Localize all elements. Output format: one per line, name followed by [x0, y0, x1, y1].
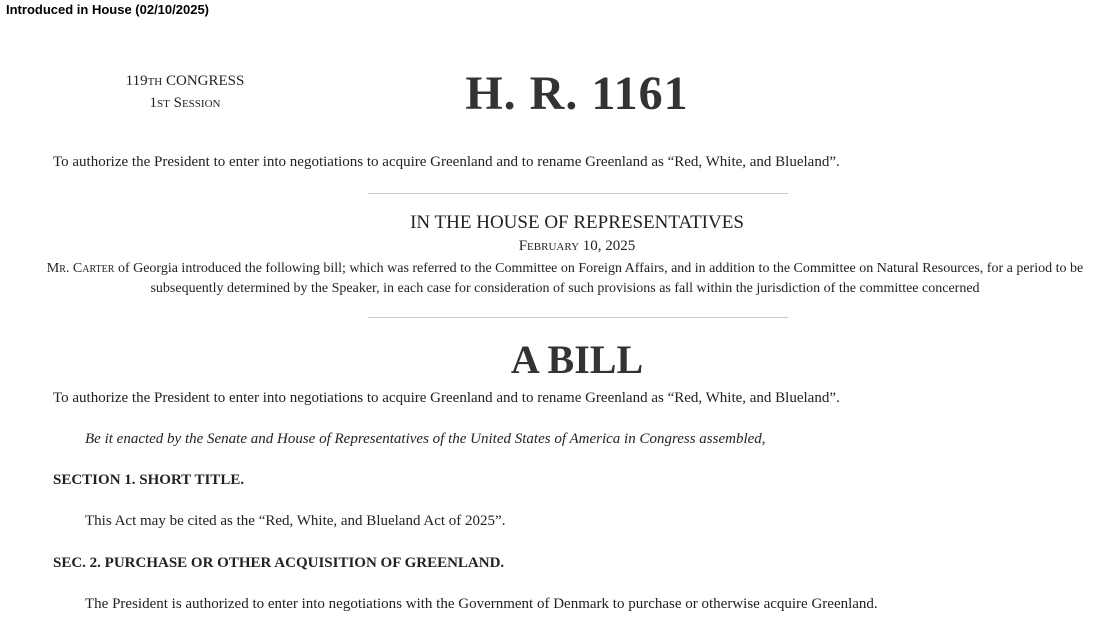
action-description — [24, 259, 1106, 299]
congress-session-block — [100, 70, 270, 114]
document-type-heading: A BILL — [510, 337, 644, 382]
section-1-heading: SECTION 1. SHORT TITLE. — [53, 472, 245, 488]
session-line — [100, 92, 270, 114]
session-label: Session — [173, 95, 221, 111]
action-date: February 10, 2025 — [518, 238, 636, 254]
enacting-clause: Be it enacted by the Senate and House of Representatives of the United States of America in Congress assembled, — [85, 431, 766, 447]
bill-status: Introduced in House (02/10/2025) — [6, 2, 210, 17]
congress-number-suffix: th — [147, 73, 163, 89]
session-number-suffix: st — [157, 95, 170, 111]
bill-title-repeat: To authorize the President to enter into negotiations to acquire Greenland and to rename Greenland as “Red, White, and Blueland”. — [53, 390, 840, 406]
section-1-body: This Act may be cited as the “Red, White, and Blueland Act of 2025”. — [85, 513, 506, 529]
congress-number: 119 — [125, 73, 148, 89]
section-2-body: The President is authorized to enter into negotiations with the Government of Denmark to purchase or otherwise acquire Greenland. — [85, 596, 878, 612]
official-title: To authorize the President to enter into negotiations to acquire Greenland and to rename Greenland as “Red, White, and Blueland”. — [53, 154, 840, 170]
action-text: of Georgia introduced the following bill; which was referred to the Committee on Foreign Affairs, and in addition to the Committee on Natural Resources, for a period to be subsequently determined by the Speaker, in each case for consideration of such provisions as fall within the jurisdiction of the committee concerned — [114, 261, 1084, 296]
congress-line — [100, 70, 270, 92]
chamber-heading: IN THE HOUSE OF REPRESENTATIVES — [410, 212, 744, 233]
session-number: 1 — [149, 95, 158, 111]
divider-rule — [368, 317, 788, 318]
section-2-heading: SEC. 2. PURCHASE OR OTHER ACQUISITION OF GREENLAND. — [53, 555, 505, 571]
divider-rule — [368, 193, 788, 194]
sponsor-name: Mr. Carter — [46, 261, 115, 276]
congress-label: CONGRESS — [166, 73, 245, 89]
bill-number: H. R. 1161 — [465, 67, 689, 120]
